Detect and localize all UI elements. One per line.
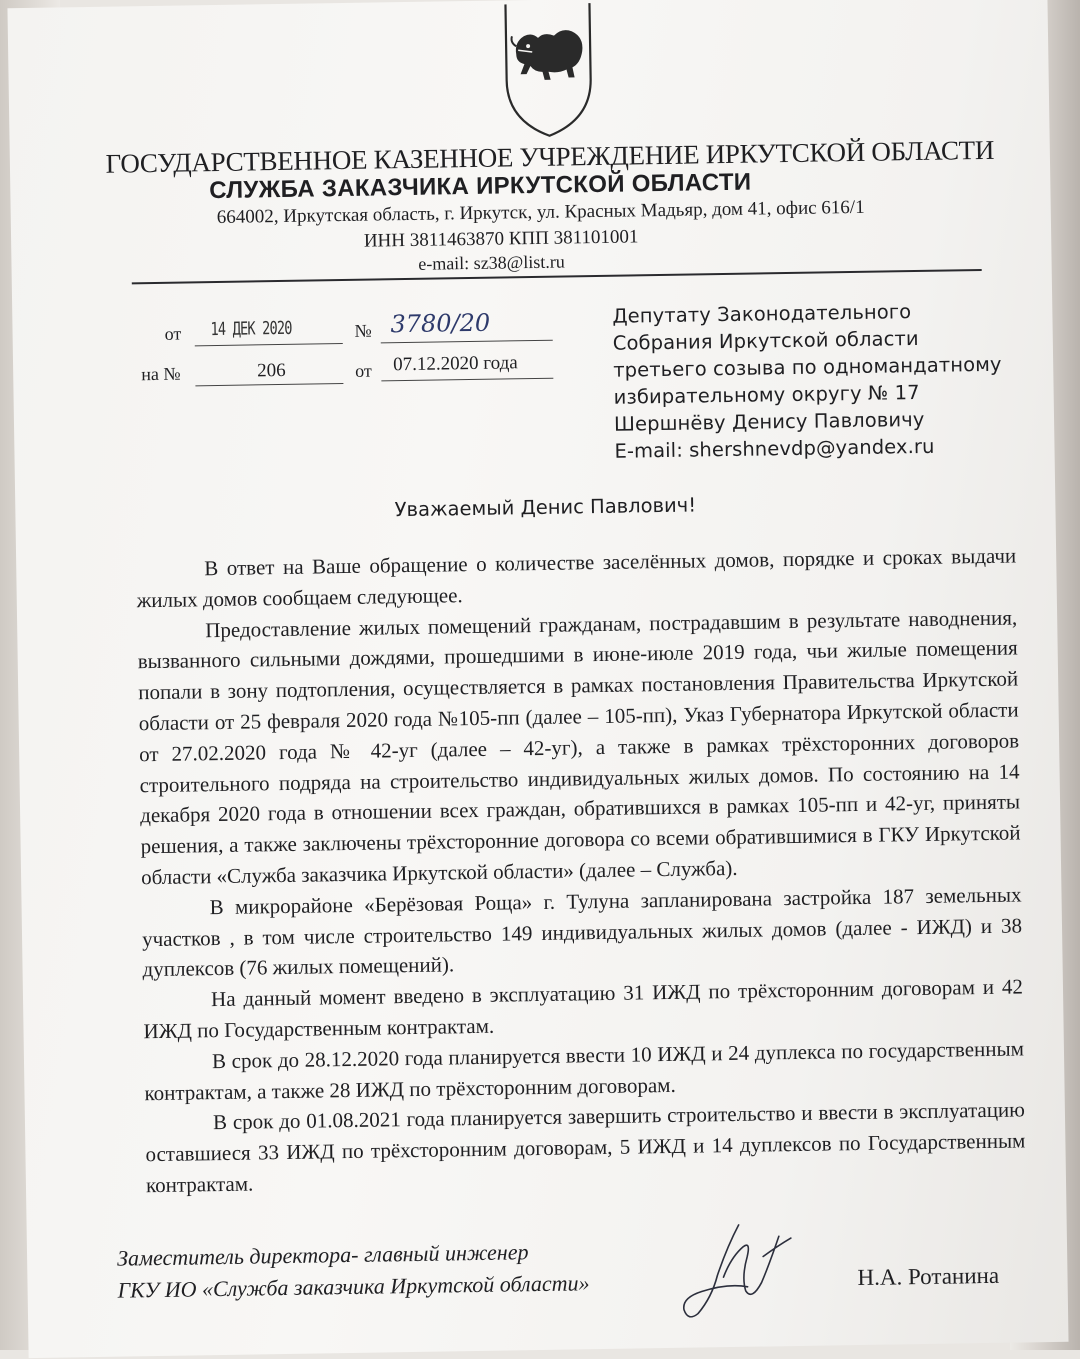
reply-number-underline (195, 383, 343, 386)
signatory-title-line1: Заместитель директора- главный инженер (116, 1239, 529, 1271)
letter-sheet (7, 0, 1068, 1358)
signatory-name: Н.А. Ротанина (857, 1262, 1000, 1291)
body-paragraph: В срок до 28.12.2020 года планируется ввести 10 ИЖД и 24 дуплекса по государственным контрактам, а также 28 ИЖД по трёхсторонним договорам. (144, 1036, 1025, 1105)
handwritten-number: 3780/20 (390, 308, 491, 339)
body-paragraph: В микрорайоне «Берёзовая Роща» г. Тулуна запланирована застройка 187 земельных участков , в том числе строительство 149 индивидуальных жилых домов (далее - ИЖД) и 38 дуплексов (76 жилых помещений). (141, 882, 1023, 982)
date-underline (195, 343, 343, 346)
letter-body (136, 540, 1026, 1200)
number-label: № (354, 320, 372, 341)
org-email: e-mail: sz38@list.ru (418, 251, 565, 274)
addressee-line: третьего созыва по одномандатному (613, 352, 1002, 382)
date-stamp: 14 ДЕК 2020 (210, 317, 292, 341)
addressee-line: Собрания Иркутской области (612, 326, 919, 355)
org-name-line2: СЛУЖБА ЗАКАЗЧИКА ИРКУТСКОЙ ОБЛАСТИ (209, 168, 752, 205)
body-paragraph: На данный момент введено в эксплуатацию 31 ИЖД по трёхсторонним договорам и 42 ИЖД по Государственным контрактам. (143, 974, 1024, 1044)
coat-of-arms-emblem (491, 1, 605, 141)
reply-date: 07.12.2020 года (392, 352, 518, 376)
reply-number: 206 (257, 359, 286, 382)
addressee-email: E-mail: shershnevdp@yandex.ru (614, 434, 935, 463)
org-address: 664002, Иркутская область, г. Иркутск, ул. Красных Мадьяр, дом 41, офис 616/1 (216, 196, 865, 228)
reply-label: на № (141, 363, 181, 385)
signatory-title-line2: ГКУ ИО «Служба заказчика Иркутской области» (117, 1270, 590, 1303)
from-label: от (164, 323, 182, 344)
body-paragraph: В срок до 01.08.2021 года планируется завершить строительство и ввести в эксплуатацию оставшиеся 33 ИЖД по трёхсторонним договорам, 5 ИЖД и 14 дуплексов по Государственным контрактам. (145, 1097, 1026, 1198)
number-underline (381, 340, 553, 344)
addressee-line: Шершнёву Денису Павловичу (613, 407, 925, 436)
greeting: Уважаемый Денис Павлович! (394, 493, 697, 522)
reply-date-underline (381, 378, 553, 382)
addressee-line: избирательному округу № 17 (613, 380, 920, 409)
body-paragraph: В ответ на Ваше обращение о количестве заселённых домов, порядке и сроках выдачи жилых домов сообщаем следующее. (136, 543, 1017, 613)
org-name-line1: ГОСУДАРСТВЕННОЕ КАЗЕННОЕ УЧРЕЖДЕНИЕ ИРКУТСКОЙ ОБЛАСТИ (105, 134, 995, 179)
signatory-title (117, 1235, 590, 1306)
reply-from-label: от (355, 360, 372, 381)
addressee-block (612, 297, 1003, 465)
org-tax-ids: ИНН 3811463870 КПП 381101001 (363, 226, 639, 252)
handwritten-signature (667, 1216, 809, 1318)
addressee-line: Депутату Законодательного (612, 300, 912, 328)
body-paragraph: Предоставление жилых помещений гражданам, пострадавшим в результате наводнения, вызванного сильными дождями, прошедшими в июне-июле 2019 года, чьи жилые помещения попали в зону подтопления, осуществляется в рамках постановления Правительства Иркутской области от 25 февраля 2020 года №105-пп (далее – 105-пп), Указ Губернатора Иркутской области от 27.02.2020 года № 42-уг (далее – 42-уг), а также в рамках трёхсторонних договоров строительного подряда на строительство индивидуальных жилых домов. По состоянию на 14 декабря 2020 года в отношении всех граждан, обратившихся в рамках 105-пп и 42-уг, приняты решения, а также заключены трёхсторонние договора со всеми обратившимися в ГКУ Иркутской области «Служба заказчика Иркутской области» (далее – Служба). (137, 605, 1021, 890)
